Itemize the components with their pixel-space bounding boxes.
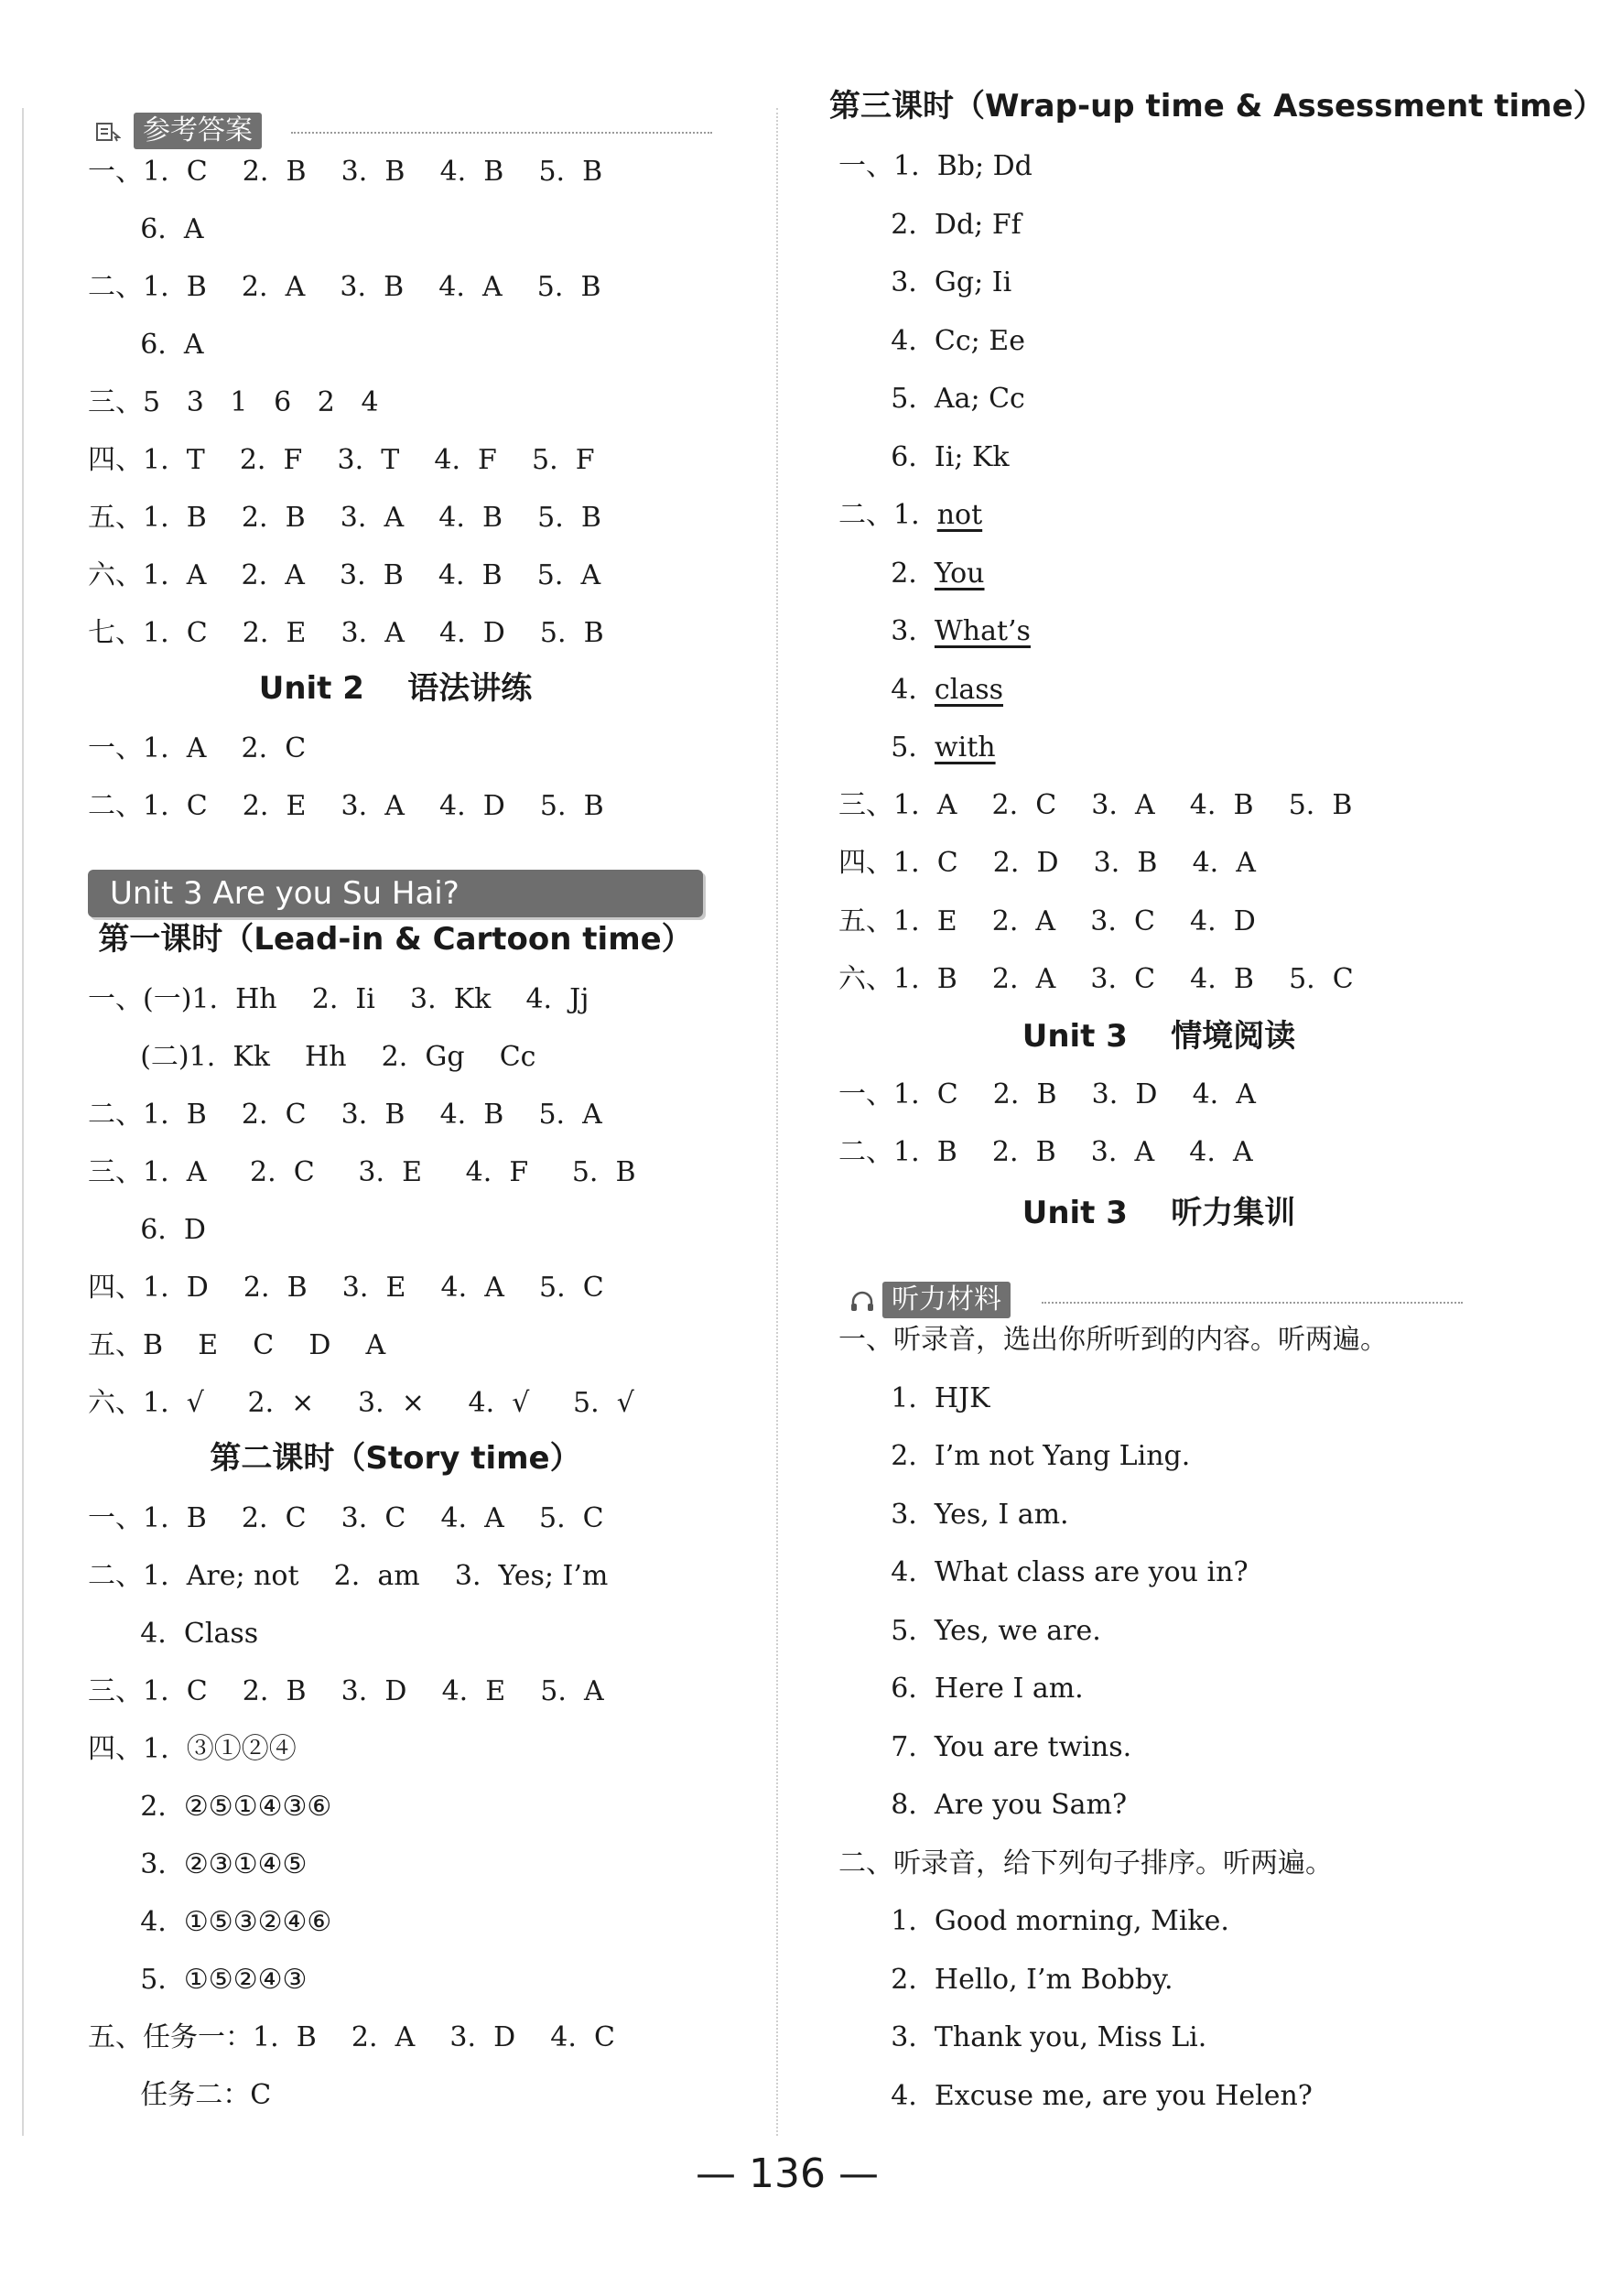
answer-line: 4. Excuse me, are you Helen?	[838, 2080, 1313, 2112]
answer-line: 二、1. B 2. C 3. B 4. B 5. A	[88, 1099, 602, 1131]
answer-line: 一、(一)1. Hh 2. Ii 3. Kk 4. Jj	[88, 983, 589, 1015]
headphones-icon	[849, 1291, 875, 1313]
answer-line: 一、1. C 2. B 3. D 4. A	[838, 1078, 1256, 1110]
listening-dotted-rule	[1042, 1302, 1463, 1304]
fill-in-answer	[838, 672, 1003, 709]
answer-line: 五、B E C D A	[88, 1329, 386, 1361]
answer-line: 一、1. B 2. C 3. C 4. A 5. C	[88, 1502, 604, 1534]
answer-line: 8. Are you Sam?	[838, 1789, 1128, 1821]
answer-line: 4. Cc; Ee	[838, 325, 1025, 357]
answer-line: 5. Yes, we are.	[838, 1615, 1101, 1647]
answer-line: 一、1. C 2. B 3. B 4. B 5. B	[88, 156, 603, 188]
answer-line: 5. ①⑤②④③	[88, 1964, 308, 1996]
answer-line: 四、1. D 2. B 3. E 4. A 5. C	[88, 1272, 604, 1304]
answer-line: (二)1. Kk Hh 2. Gg Cc	[88, 1041, 536, 1073]
listening-materials-tag: 听力材料	[882, 1282, 1011, 1318]
answer-line: 4. Class	[88, 1618, 259, 1650]
answer-line: 六、1. √ 2. × 3. × 4. √ 5. √	[88, 1387, 634, 1419]
fill-in-answer	[838, 497, 982, 534]
section-heading: 第一课时（Lead-in & Cartoon time）	[98, 921, 693, 958]
answer-line: 2. I’m not Yang Ling.	[838, 1440, 1191, 1472]
page-number: — 136 —	[696, 2150, 879, 2197]
item-number: 3.	[838, 615, 935, 647]
answer-line: 二、1. B 2. A 3. B 4. A 5. B	[88, 271, 601, 303]
answer-line: 六、1. A 2. A 3. B 4. B 5. A	[88, 559, 601, 591]
answer-line: 四、1. ③①②④	[88, 1733, 297, 1765]
answer-line: 二、1. B 2. B 3. A 4. A	[838, 1136, 1253, 1168]
answer-line: 七、1. C 2. E 3. A 4. D 5. B	[88, 617, 604, 649]
underlined-word: You	[934, 558, 985, 590]
answer-line: 1. HJK	[838, 1382, 990, 1414]
answer-line: 7. You are twins.	[838, 1731, 1132, 1763]
section-heading: 第三课时（Wrap-up time & Assessment time）	[829, 88, 1605, 125]
answer-line: 2. Hello, I’m Bobby.	[838, 1964, 1173, 1996]
section-heading: Unit 3 情境阅读	[1022, 1018, 1296, 1055]
answer-line: 五、1. B 2. B 3. A 4. B 5. B	[88, 502, 601, 534]
underlined-word: not	[936, 499, 983, 531]
item-number: 5.	[838, 731, 935, 764]
answer-line: 2. ②⑤①④③⑥	[88, 1791, 332, 1823]
answer-line: 二、1. C 2. E 3. A 4. D 5. B	[88, 790, 604, 822]
answer-line: 四、1. T 2. F 3. T 4. F 5. F	[88, 444, 595, 476]
answer-line: 三、1. A 2. C 3. E 4. F 5. B	[88, 1156, 636, 1188]
header-dotted-rule	[291, 132, 712, 134]
section-heading: Unit 2 语法讲练	[258, 670, 533, 707]
answer-line: 6. A	[88, 213, 204, 245]
answer-line: 1. Good morning, Mike.	[838, 1905, 1229, 1937]
answer-line: 五、任务一：1. B 2. A 3. D 4. C	[88, 2021, 615, 2053]
fill-in-answer	[838, 556, 985, 592]
answer-book-icon	[95, 121, 121, 143]
section-heading: 第二课时（Story time）	[210, 1440, 581, 1477]
answer-line: 一、听录音，选出你所听到的内容。听两遍。	[838, 1324, 1388, 1356]
answers-tag: 参考答案	[134, 113, 262, 149]
answer-line: 3. Yes, I am.	[838, 1499, 1069, 1531]
fill-in-answer	[838, 730, 996, 766]
answer-line: 3. ②③①④⑤	[88, 1848, 308, 1880]
answer-line: 二、听录音，给下列句子排序。听两遍。	[838, 1847, 1333, 1879]
fill-in-answer	[838, 613, 1031, 650]
answer-line: 4. What class are you in?	[838, 1556, 1249, 1588]
item-number: 二、1.	[838, 499, 937, 531]
unit3-title-bar: Unit 3 Are you Su Hai?	[88, 870, 703, 917]
item-number: 2.	[838, 558, 935, 590]
answer-line: 五、1. E 2. A 3. C 4. D	[838, 905, 1256, 937]
answer-line: 六、1. B 2. A 3. C 4. B 5. C	[838, 963, 1354, 995]
underlined-word: with	[934, 731, 996, 764]
answer-line: 三、1. C 2. B 3. D 4. E 5. A	[88, 1675, 604, 1707]
underlined-word: class	[934, 674, 1003, 706]
answer-line: 三、5 3 1 6 2 4	[88, 386, 379, 418]
answer-line: 2. Dd; Ff	[838, 209, 1022, 241]
left-margin-rule	[22, 108, 24, 2136]
answer-line: 四、1. C 2. D 3. B 4. A	[838, 847, 1256, 879]
answer-line: 6. Ii; Kk	[838, 441, 1010, 473]
item-number: 4.	[838, 674, 935, 706]
underlined-word: What’s	[934, 615, 1031, 647]
answer-line: 6. Here I am.	[838, 1673, 1084, 1705]
answer-line: 6. D	[88, 1214, 206, 1246]
section-heading: Unit 3 听力集训	[1022, 1195, 1296, 1231]
answer-line: 一、1. Bb; Dd	[838, 150, 1033, 182]
answer-line: 三、1. A 2. C 3. A 4. B 5. B	[838, 789, 1353, 821]
column-divider	[776, 108, 778, 2136]
answer-line: 5. Aa; Cc	[838, 383, 1025, 415]
answer-line: 二、1. Are; not 2. am 3. Yes; I’m	[88, 1560, 609, 1592]
answer-line: 3. Thank you, Miss Li.	[838, 2021, 1207, 2053]
answer-line: 6. A	[88, 329, 204, 361]
answer-line: 4. ①⑤③②④⑥	[88, 1906, 332, 1938]
answer-line: 一、1. A 2. C	[88, 732, 307, 764]
answer-line: 3. Gg; Ii	[838, 266, 1012, 298]
answer-line: 任务二：C	[88, 2079, 272, 2111]
